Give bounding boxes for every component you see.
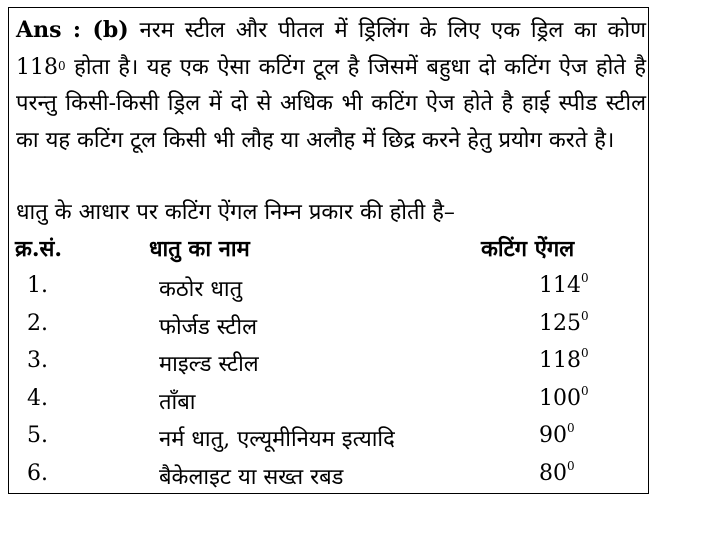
row-number: 3. xyxy=(27,348,48,373)
header-metal: धातु का नाम xyxy=(149,236,250,262)
row-cutting-angle xyxy=(539,273,589,298)
row-number: 1. xyxy=(27,273,48,298)
row-metal-name: कठोर धातु xyxy=(159,277,243,302)
table-row xyxy=(9,423,649,460)
row-cutting-angle xyxy=(539,348,589,373)
degree-superscript: 0 xyxy=(567,458,575,473)
angle-value: 118 xyxy=(539,348,581,373)
angle-value: 114 xyxy=(539,273,581,298)
row-metal-name: फोर्जड स्टील xyxy=(159,314,258,340)
row-number: 2. xyxy=(27,310,48,336)
row-number: 5. xyxy=(27,423,48,448)
angle-value: 80 xyxy=(539,460,567,486)
table-row xyxy=(9,308,649,348)
row-cutting-angle xyxy=(539,308,589,336)
header-number: क्र.सं. xyxy=(15,236,63,262)
header-angle: कटिंग ऐंगल xyxy=(481,236,575,262)
row-number: 4. xyxy=(27,385,48,411)
angle-value: 100 xyxy=(539,385,581,411)
angle-value: 125 xyxy=(539,310,581,336)
degree-superscript: 0 xyxy=(567,421,575,435)
table-row xyxy=(9,273,649,310)
row-cutting-angle xyxy=(539,383,589,411)
answer-text-part1: नरम स्टील और पीतल में ड्रिलिंग के लिए एक ड्रिल का कोण 118 xyxy=(16,18,646,80)
degree-superscript: 0 xyxy=(581,383,589,398)
row-metal-name: माइल्ड स्टील xyxy=(159,352,259,377)
angle-value: 90 xyxy=(539,423,567,448)
row-cutting-angle xyxy=(539,458,575,486)
degree-superscript: 0 xyxy=(581,271,589,285)
row-cutting-angle xyxy=(539,423,575,448)
row-metal-name: नर्म धातु, एल्यूमीनियम इत्यादि xyxy=(159,427,395,452)
answer-paragraph xyxy=(16,12,646,159)
answer-label: Ans : (b) xyxy=(16,17,129,43)
degree-superscript: 0 xyxy=(581,308,589,323)
table-intro: धातु के आधार पर कटिंग ऐंगल निम्न प्रकार की होती है– xyxy=(16,200,455,225)
row-metal-name: ताँबा xyxy=(159,389,196,415)
table-row xyxy=(9,383,649,423)
row-metal-name: बैकेलाइट या सख्त रबड xyxy=(159,464,344,490)
degree-superscript: 0 xyxy=(58,58,66,73)
degree-superscript: 0 xyxy=(581,346,589,360)
row-number: 6. xyxy=(27,460,48,486)
table-row xyxy=(9,458,649,498)
answer-text-part2: होता है। यह एक ऐसा कटिंग टूल है जिसमें बहुधा दो कटिंग ऐज होते है परन्तु किसी-किसी ड्रिल में दो से अधिक भी कटिंग ऐज होते है हाई स्पीड स्टील का यह कटिंग टूल किसी भी लौह या अलौह में छिद्र करने हेतु प्रयोग करते है। xyxy=(16,54,646,153)
answer-box xyxy=(8,7,649,494)
table-row xyxy=(9,348,649,385)
